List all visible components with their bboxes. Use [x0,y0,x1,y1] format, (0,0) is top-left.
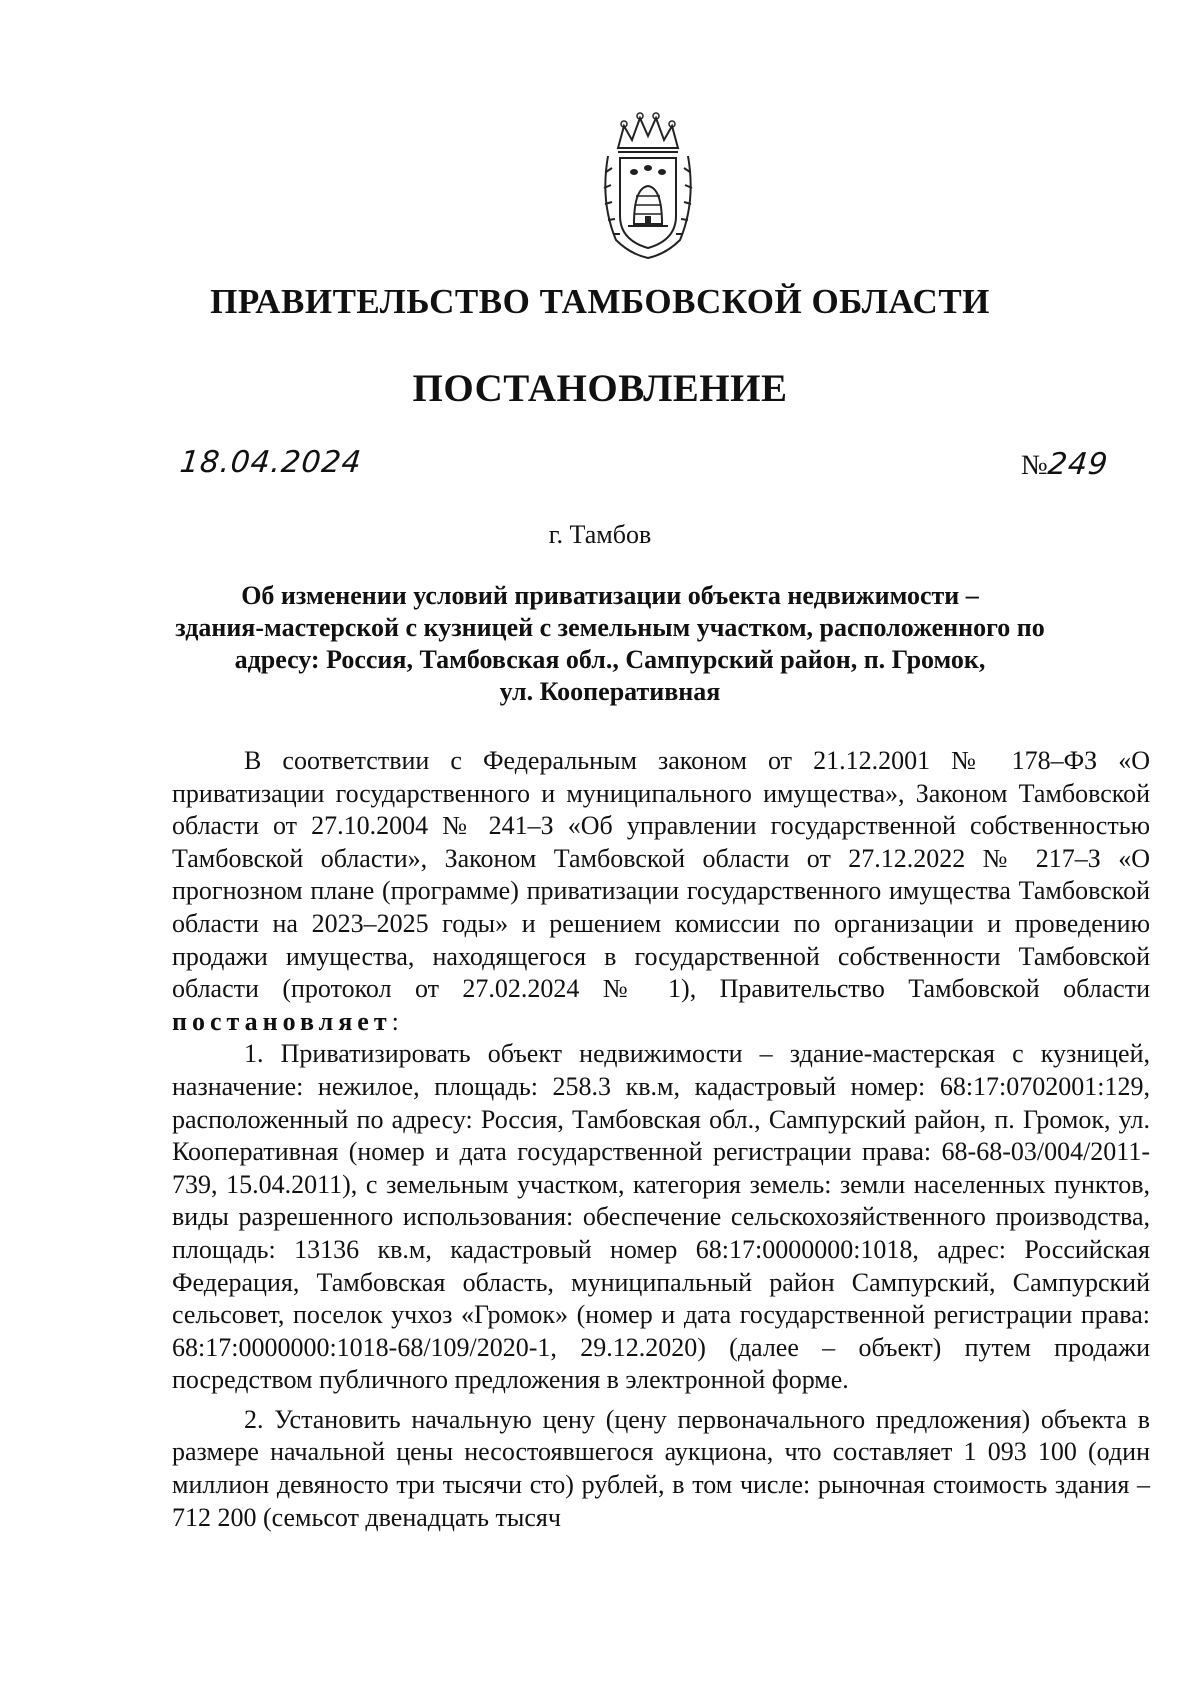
document-type-heading: ПОСТАНОВЛЕНИЕ [412,367,788,410]
government-name-heading: ПРАВИТЕЛЬСТВО ТАМБОВСКОЙ ОБЛАСТИ [210,282,990,321]
item-2-paragraph: 2. Установить начальную цену (цену первоначального предложения) объекта в размере начальной цены несостоявшегося аукциона, что составляет 1 093 100 (один миллион девяносто три тысячи сто) рублей, в том числе: рыночная стоимость здания – 712 200 (семьсот двенадцать тысяч [172,1404,1150,1532]
city-label: г. Тамбов [548,520,652,549]
number-sign-label: № [1021,450,1048,481]
document-body [172,745,1150,1534]
subject-line: здания-мастерской с кузницей с земельным участком, расположенного по [175,613,1045,642]
document-number-handwritten: 249 [1045,447,1110,482]
subject-line: Об изменении условий приватизации объекта недвижимости – [241,581,979,610]
decree-colon: : [391,1006,399,1036]
subject-line: ул. Кооперативная [499,677,721,706]
document-date-handwritten: 18.04.2024 [178,445,364,480]
preamble-paragraph [172,745,1150,1038]
tambov-coat-of-arms-emblem [598,112,698,260]
item-1-paragraph: 1. Приватизировать объект недвижимости – здание-мастерская с кузницей, назначение: нежилое, площадь: 258.3 кв.м, кадастровый номер: 68:17:0702001:129, расположенный по адресу: Россия, Тамбовская обл., Сампурский район, п. Громок, ул. Кооперативная (номер и дата государственной регистрации права: 68-68-03/004/2011-739, 15.04.2011), с земельным участком, категория земель: земли населенных пунктов, виды разрешенного использования: обеспечение сельскохозяйственного производства, площадь: 13136 кв.м, кадастровый номер 68:17:0000000:1018, адрес: Российская Федерация, Тамбовская область, муниципальный район Сампурский, Сампурский сельсовет, поселок учхоз «Громок» (номер и дата государственной регистрации права: 68:17:0000000:1018-68/109/2020-1, 29.12.2020) (далее – объект) путем продажи посредством публичного предложения в электронной форме. [172,1039,1150,1395]
preamble-text: В соответствии с Федеральным законом от 21.12.2001 № 178–ФЗ «О приватизации государственного и муниципального имущества», Законом Тамбовской области от 27.10.2004 № 241–З «Об управлении государственной собственностью Тамбовской области», Законом Тамбовской области от 27.12.2022 № 217–З «О прогнозном плане (программе) приватизации государственного имущества Тамбовской области на 2023–2025 годы» и решением комиссии по организации и проведению продажи имущества, находящегося в государственной собственности Тамбовской области (протокол от 27.02.2024 № 1), Правительство Тамбовской области [172,746,1150,1004]
document-number [1021,447,1108,482]
subject-line: адресу: Россия, Тамбовская обл., Сампурский район, п. Громок, [234,645,986,674]
document-subject-title [150,580,1070,708]
decree-word: постановляет [172,1006,392,1036]
